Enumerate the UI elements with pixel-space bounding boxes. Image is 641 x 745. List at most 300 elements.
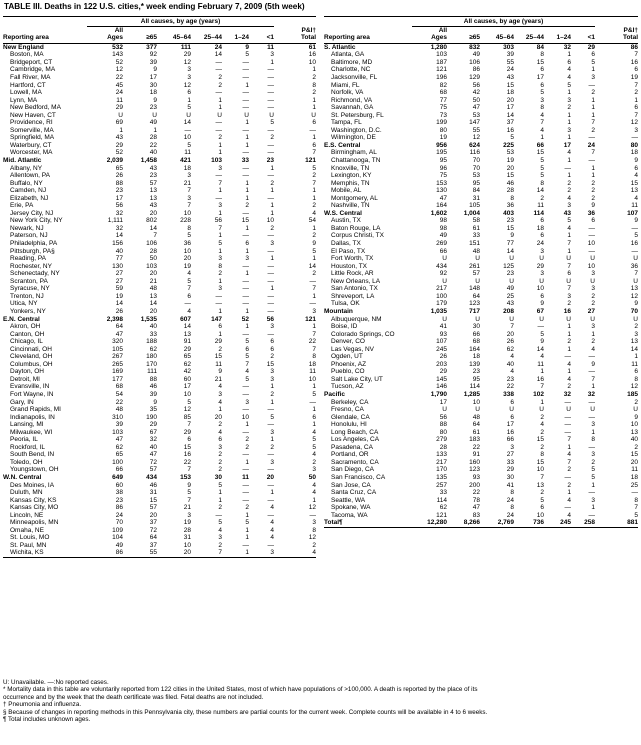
count-cell: — [267, 277, 274, 285]
count-cell: 103 [211, 157, 222, 165]
city-row [324, 451, 638, 459]
count-cell: 1 [218, 141, 222, 149]
count-cell: 98 [439, 224, 447, 232]
reporting-area-cell: Fresno, CA [331, 406, 364, 414]
count-cell: 69 [115, 119, 123, 127]
count-cell: 65 [183, 353, 191, 361]
reporting-area-cell: Des Moines, IA [10, 481, 55, 489]
count-cell: 12 [183, 58, 191, 66]
count-cell: 187 [436, 58, 447, 66]
count-cell: 1 [567, 111, 571, 119]
count-cell: 2 [591, 187, 595, 195]
header-all-ages-line2: Ages [431, 34, 447, 42]
count-cell: 23 [506, 375, 514, 383]
count-cell: 65 [115, 451, 123, 459]
count-cell: 15 [506, 172, 514, 180]
count-cell: — [242, 74, 249, 81]
count-cell: 84 [536, 43, 544, 51]
reporting-area-cell: Dallas, TX [331, 240, 361, 248]
count-cell: — [267, 74, 274, 81]
count-cell: 20 [157, 549, 191, 557]
city-row [3, 444, 316, 452]
count-cell: 1 [245, 307, 249, 315]
count-cell: 121 [305, 315, 316, 323]
reporting-area-cell: Mid. Atlantic [3, 157, 42, 165]
count-cell: — [267, 292, 274, 300]
deaths-table-left [3, 16, 316, 558]
count-cell: 10 [183, 134, 191, 142]
count-cell: 24 [506, 511, 514, 519]
count-cell: 9 [153, 66, 157, 74]
count-cell: 84 [472, 187, 480, 195]
reporting-area-cell: S. Atlantic [324, 43, 356, 51]
count-cell: 1 [245, 224, 249, 232]
count-cell: U [590, 277, 595, 285]
count-cell: — [242, 126, 249, 134]
reporting-area-cell: Rockford, IL [10, 443, 46, 451]
count-cell: — [242, 481, 249, 489]
count-cell: 4 [567, 511, 571, 519]
count-cell: — [242, 262, 249, 270]
count-cell: 5 [187, 489, 191, 497]
count-cell: U [566, 255, 571, 263]
count-cell: 2 [567, 300, 571, 308]
count-cell: 170 [436, 466, 447, 474]
count-cell: 7 [510, 323, 514, 331]
count-cell: 267 [112, 353, 123, 361]
header-pi-line1: P&I† [623, 27, 638, 34]
count-cell: 2 [312, 202, 316, 210]
count-cell: 37 [149, 541, 157, 549]
count-cell: — [242, 383, 249, 391]
count-cell: 338 [503, 390, 514, 398]
count-cell: 2 [567, 338, 571, 346]
count-cell: 26 [506, 338, 514, 346]
count-cell: 9 [187, 481, 191, 489]
city-row [3, 225, 316, 233]
reporting-area-cell: Lynn, MA [10, 96, 38, 104]
count-cell: 19 [183, 519, 191, 527]
count-cell: 73 [439, 111, 447, 119]
city-row [3, 89, 316, 97]
count-cell: U [311, 111, 316, 119]
count-cell: U [475, 277, 480, 285]
count-cell: — [267, 466, 274, 474]
count-cell: 123 [469, 300, 480, 308]
count-cell: 2 [270, 390, 274, 398]
count-cell: 199 [436, 119, 447, 127]
city-row [324, 59, 638, 67]
count-cell: — [564, 504, 571, 512]
count-cell: — [309, 126, 316, 134]
count-cell: 48 [472, 413, 480, 421]
count-cell: 4 [270, 534, 274, 542]
count-cell: 228 [180, 217, 191, 225]
count-cell: 16 [183, 451, 191, 459]
count-cell: 100 [112, 458, 123, 466]
count-cell: 6 [510, 413, 514, 421]
city-row [3, 542, 316, 550]
count-cell: 4 [567, 375, 571, 383]
count-cell: 1,458 [140, 157, 157, 165]
reporting-area-cell: Fort Worth, TX [331, 255, 374, 263]
footnote-legend: U: Unavailable. —:No reported cases. [3, 679, 109, 686]
count-cell: 624 [469, 141, 480, 149]
count-cell: 14 [183, 323, 191, 331]
city-row [324, 444, 638, 452]
count-cell: — [242, 496, 249, 504]
count-cell: 3 [187, 66, 191, 74]
count-cell: 7 [218, 179, 222, 187]
count-cell: 3 [218, 390, 222, 398]
count-cell: 20 [183, 255, 191, 263]
count-cell: 1 [567, 89, 571, 97]
count-cell: 1 [312, 383, 316, 391]
count-cell: 15 [241, 217, 249, 225]
count-cell: 1 [153, 126, 157, 134]
count-cell: 2 [270, 224, 274, 232]
count-cell: 1 [312, 421, 316, 429]
count-cell: U [509, 255, 514, 263]
count-cell: 47 [439, 194, 447, 202]
count-cell: 36 [630, 262, 638, 270]
count-cell: 14 [536, 187, 544, 195]
count-cell: 434 [146, 473, 157, 481]
count-cell: 3 [634, 126, 638, 134]
city-row [3, 240, 316, 248]
count-cell: 68 [472, 338, 480, 346]
count-cell: 14 [214, 51, 222, 59]
count-cell: 217 [436, 458, 447, 466]
count-cell: U [475, 315, 480, 323]
count-cell: — [631, 489, 638, 497]
count-cell: 6 [187, 89, 191, 97]
count-cell: — [309, 511, 316, 519]
count-cell: 11 [537, 202, 544, 210]
count-cell: 32 [115, 224, 123, 232]
count-cell: — [564, 164, 571, 172]
count-cell: 30 [214, 473, 222, 481]
count-cell: 4 [634, 172, 638, 180]
reporting-area-cell: Pasadena, CA [331, 443, 373, 451]
count-cell: 3 [591, 285, 595, 293]
reporting-area-cell: Pacific [324, 390, 345, 398]
city-row [3, 210, 316, 218]
count-cell: 86 [115, 504, 123, 512]
city-row [3, 270, 316, 278]
count-cell: U [590, 406, 595, 414]
count-cell: 1 [591, 172, 595, 180]
count-cell: — [588, 134, 595, 142]
count-cell: 26 [439, 353, 447, 361]
count-cell: 10 [183, 390, 191, 398]
city-row [3, 66, 316, 74]
count-cell: 3 [245, 398, 249, 406]
city-row [324, 97, 638, 105]
city-row [324, 353, 638, 361]
count-cell: — [267, 330, 274, 338]
count-cell: 22 [308, 338, 316, 346]
count-cell: — [267, 81, 274, 89]
count-cell: 1,035 [430, 307, 447, 315]
count-cell: 2 [634, 89, 638, 97]
count-cell: 2 [245, 202, 249, 210]
count-cell: 28 [149, 134, 157, 142]
count-cell: 66 [472, 330, 480, 338]
city-row [324, 285, 638, 293]
count-cell: 3 [591, 496, 595, 504]
count-cell: 70 [472, 164, 480, 172]
count-cell: 2 [591, 179, 595, 187]
count-cell: 14 [115, 232, 123, 240]
city-row [3, 180, 316, 188]
reporting-area-cell: Corpus Christi, TX [331, 232, 384, 240]
reporting-area-cell: Indianapolis, IN [10, 413, 55, 421]
count-cell: 736 [514, 519, 544, 527]
city-row [324, 497, 638, 505]
count-cell: 56 [266, 315, 274, 323]
count-cell: 7 [187, 202, 191, 210]
count-cell: 607 [180, 315, 191, 323]
count-cell: — [588, 224, 595, 232]
count-cell: 33 [241, 157, 249, 165]
count-cell: 1 [245, 187, 249, 195]
count-cell: 43 [149, 202, 157, 210]
count-cell: U [442, 406, 447, 414]
count-cell: 23 [506, 217, 514, 225]
region-row [3, 474, 316, 482]
count-cell: 160 [469, 458, 480, 466]
city-row [3, 482, 316, 490]
count-cell: 145 [436, 375, 447, 383]
count-cell: 3 [218, 164, 222, 172]
count-cell: — [309, 277, 316, 285]
count-cell: 2 [567, 104, 571, 112]
count-cell: 10 [536, 466, 544, 474]
count-cell: 7 [540, 473, 544, 481]
reporting-area-cell: Syracuse, NY [10, 285, 50, 293]
count-cell: 2 [218, 504, 222, 512]
count-cell: 2 [312, 172, 316, 180]
count-cell: 20 [506, 164, 514, 172]
count-cell: — [267, 406, 274, 414]
count-cell: 114 [533, 209, 544, 217]
reporting-area-cell: Yonkers, NY [10, 307, 46, 315]
count-cell: 3 [270, 240, 274, 248]
count-cell: 9 [510, 232, 514, 240]
count-cell: 8 [540, 104, 544, 112]
count-cell: 2 [270, 134, 274, 142]
count-cell: 8 [218, 262, 222, 270]
city-row [324, 436, 638, 444]
count-cell: 434 [436, 262, 447, 270]
reporting-area-cell: Erie, PA [10, 202, 34, 210]
count-cell: 1 [245, 534, 249, 542]
reporting-area-cell: Glendale, CA [331, 413, 370, 421]
city-row [3, 361, 316, 369]
count-cell: 13 [149, 292, 157, 300]
reporting-area-cell: Norfolk, VA [331, 89, 364, 97]
count-cell: 22 [472, 489, 480, 497]
count-cell: 29 [214, 338, 222, 346]
city-row [3, 376, 316, 384]
count-cell: 33 [439, 489, 447, 497]
reporting-area-cell: Detroit, MI [10, 375, 40, 383]
footnote-pi: † Pneumonia and influenza. [3, 701, 82, 709]
count-cell: 10 [308, 375, 316, 383]
reporting-area-cell: Albuquerque, NM [331, 315, 382, 323]
count-cell: 7 [312, 345, 316, 353]
count-cell: 7 [153, 232, 157, 240]
city-row [324, 338, 638, 346]
count-cell: 60 [115, 481, 123, 489]
count-cell: 28 [439, 443, 447, 451]
city-row [324, 240, 638, 248]
count-cell: 9 [634, 217, 638, 225]
count-cell: 7 [218, 224, 222, 232]
count-cell: 1 [245, 511, 249, 519]
count-cell: 7 [634, 111, 638, 119]
count-cell: 43 [115, 134, 123, 142]
count-cell: 15 [214, 353, 222, 361]
count-cell: 8 [312, 526, 316, 534]
city-row [3, 97, 316, 105]
count-cell: 3 [567, 292, 571, 300]
region-row [324, 519, 638, 527]
reporting-area-cell: Total¶ [324, 519, 412, 527]
header-pi-total [595, 27, 638, 44]
reporting-area-cell: Los Angeles, CA [331, 436, 380, 444]
count-cell: 14 [149, 300, 157, 308]
count-cell: 1 [312, 194, 316, 202]
count-cell: 164 [469, 345, 480, 353]
city-row [3, 74, 316, 82]
count-cell: 92 [149, 51, 157, 59]
count-cell: 68 [115, 383, 123, 391]
count-cell: U [475, 255, 480, 263]
count-cell: 6 [567, 58, 571, 66]
reporting-area-cell: Savannah, GA [331, 104, 374, 112]
count-cell: 7 [567, 436, 571, 444]
count-cell: 6 [567, 270, 571, 278]
count-cell: 4 [312, 489, 316, 497]
city-row [324, 263, 638, 271]
count-cell: 2 [312, 89, 316, 97]
region-row [3, 43, 316, 51]
deaths-table-right [324, 16, 638, 528]
count-cell: — [215, 300, 222, 308]
count-cell: 9 [591, 360, 595, 368]
count-cell: 17 [563, 141, 571, 149]
count-cell: 3 [270, 323, 274, 331]
count-cell: 1 [218, 104, 222, 112]
reporting-area-cell: Canton, OH [10, 330, 45, 338]
count-cell: 14 [308, 262, 316, 270]
count-cell: 11 [267, 43, 274, 51]
count-cell: 10 [183, 209, 191, 217]
count-cell: 6 [634, 164, 638, 172]
count-cell: 47 [472, 104, 480, 112]
count-cell: 2 [218, 451, 222, 459]
count-cell: 39 [149, 58, 157, 66]
count-cell: 2 [567, 481, 571, 489]
count-cell: 3 [270, 375, 274, 383]
region-row [324, 43, 638, 51]
reporting-area-cell: Tacoma, WA [331, 511, 368, 519]
count-cell: 78 [472, 496, 480, 504]
city-row [324, 474, 638, 482]
count-cell: 121 [305, 157, 316, 165]
count-cell: 4 [510, 368, 514, 376]
count-cell: 6 [591, 217, 595, 225]
reporting-area-cell: Bridgeport, CT [10, 58, 53, 66]
city-row [324, 331, 638, 339]
count-cell: 2 [567, 383, 571, 391]
header-reporting-area: Reporting area [324, 27, 412, 44]
count-cell: 4 [510, 353, 514, 361]
count-cell: 6 [510, 398, 514, 406]
count-cell: 2 [540, 489, 544, 497]
count-cell: 2 [591, 458, 595, 466]
count-cell: 16 [506, 126, 514, 134]
count-cell: 6 [540, 66, 544, 74]
count-cell: U [633, 255, 638, 263]
count-cell: 29 [115, 141, 123, 149]
count-cell: 5 [312, 390, 316, 398]
footnote-mortality: * Mortality data in this table are voluntarily reported from 122 cities in the United States, most of which have populations of >100,000. A death is reported by the place of its [3, 686, 478, 694]
count-cell: 196 [436, 74, 447, 81]
count-cell: 8 [540, 51, 544, 59]
count-cell: 170 [146, 360, 157, 368]
reporting-area-cell: San Diego, CA [331, 466, 374, 474]
count-cell: 22 [472, 443, 480, 451]
count-cell: 61 [472, 224, 480, 232]
city-row [3, 338, 316, 346]
region-row [3, 316, 316, 324]
count-cell: — [242, 285, 249, 293]
count-cell: 5 [540, 496, 544, 504]
count-cell: 12 [308, 534, 316, 542]
count-cell: 7 [540, 119, 544, 127]
header-age-group: All causes, by age (years) [87, 17, 274, 27]
count-cell: 57 [149, 179, 157, 187]
header-spacer [595, 17, 638, 27]
count-cell: 6 [245, 345, 249, 353]
count-cell: 1 [218, 406, 222, 414]
city-row [324, 104, 638, 112]
count-cell: 4 [187, 307, 191, 315]
count-cell: 66 [536, 141, 544, 149]
count-cell: 7 [187, 496, 191, 504]
city-row [3, 255, 316, 263]
reporting-area-cell: Columbus, OH [10, 360, 53, 368]
count-cell: 10 [587, 240, 595, 248]
count-cell: 91 [472, 451, 480, 459]
count-cell: 57 [149, 504, 157, 512]
count-cell: 26 [115, 307, 123, 315]
city-row [324, 414, 638, 422]
reporting-area-cell: Omaha, NE [10, 526, 44, 534]
count-cell: — [267, 270, 274, 278]
city-row [324, 82, 638, 90]
count-cell: 4 [567, 496, 571, 504]
count-cell: 15 [630, 451, 638, 459]
count-cell: — [631, 224, 638, 232]
count-cell: 47 [149, 451, 157, 459]
reporting-area-cell: Tucson, AZ [331, 383, 364, 391]
count-cell: 1 [218, 330, 222, 338]
count-cell: 8 [312, 353, 316, 361]
